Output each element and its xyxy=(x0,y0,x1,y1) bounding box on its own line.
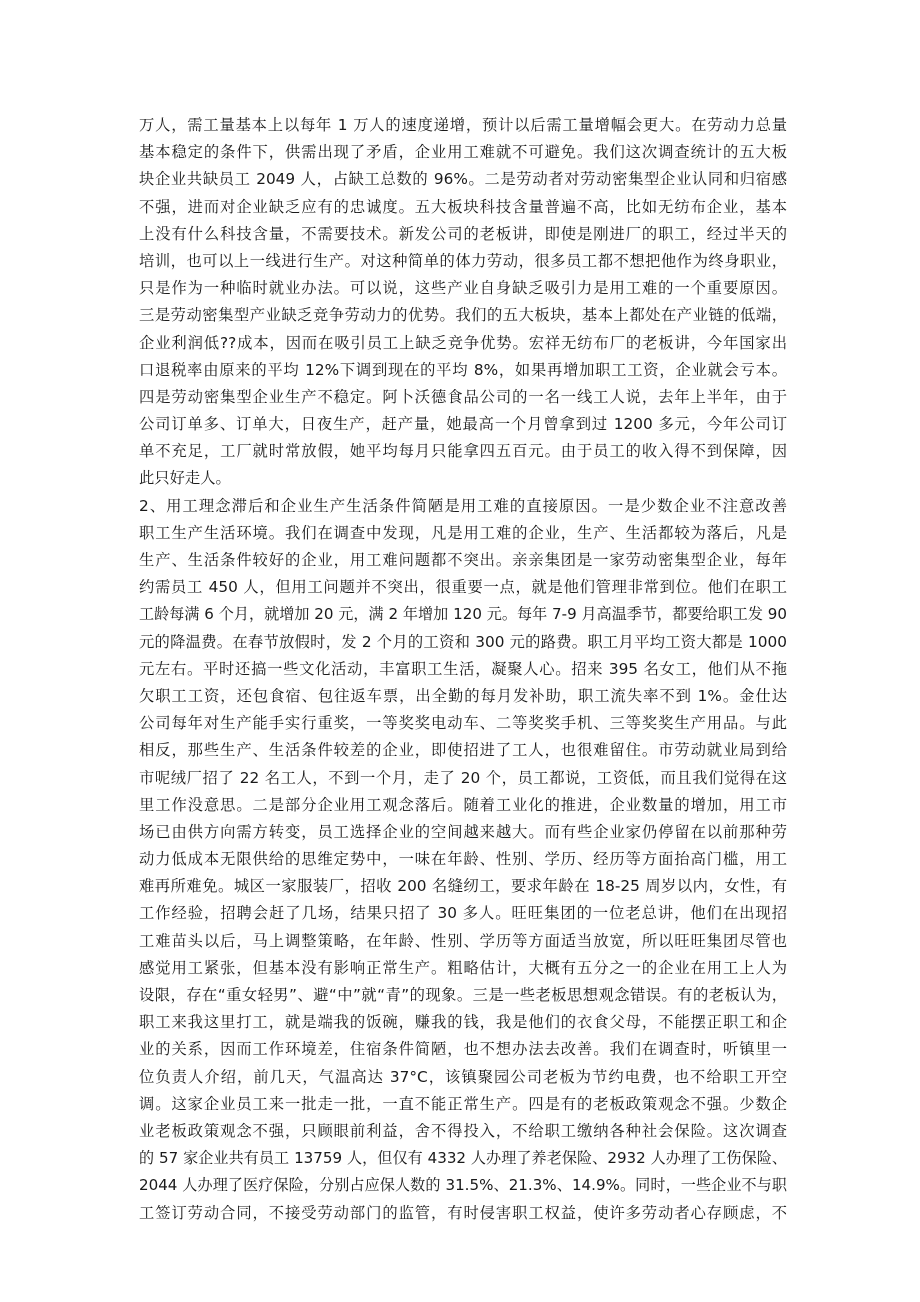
text-line-35: 业的关系，因而工作环境差，住宿条件简陋，也不想办法去改善。我们在调查时，听镇里一 xyxy=(139,1040,787,1059)
text-line-3: 块企业共缺员工 2049 人，占缺工总数的 96%。二是劳动者对劳动密集型企业认同和归宿感 xyxy=(139,170,787,189)
text-line-17: 生产、生活条件较好的企业，用工难问题都不突出。亲亲集团是一家劳动密集型企业，每年 xyxy=(139,551,787,569)
text-line-37: 调。这家企业员工来一批走一批，一直不能正常生产。四是有的老板政策观念不强。少数企 xyxy=(139,1094,787,1113)
text-line-22: 欠职工工资，还包食宿、包往返车票，出全勤的每月发补助，职工流失率不到 1%。金仕达 xyxy=(139,686,787,705)
text-line-10: 口退税率由原来的平均 12%下调到现在的平均 8%，如果再增加职工工资，企业就会亏本。 xyxy=(139,360,787,379)
text-line-25: 市呢绒厂招了 22 名工人，不到一个月，走了 20 个，员工都说，工资低，而且我们觉得在这 xyxy=(139,768,787,787)
text-line-23: 公司每年对生产能手实行重奖，一等奖奖电动车、二等奖奖手机、三等奖奖生产用品。与此 xyxy=(139,714,787,733)
text-line-16: 职工生产生活环境。我们在调查中发现，凡是用工难的企业，生产、生活都较为落后，凡是 xyxy=(139,523,787,542)
text-line-24: 相反，那些生产、生活条件较差的企业，即使招进了工人，也很难留住。市劳动就业局到给 xyxy=(139,741,787,760)
text-line-7: 只是作为一种临时就业办法。可以说，这些产业自身缺乏吸引力是用工难的一个重要原因。 xyxy=(139,279,787,298)
text-line-6: 培训，也可以上一线进行生产。对这种简单的体力劳动，很多员工都不想把他作为终身职业， xyxy=(139,251,787,270)
text-line-29: 难再所难免。城区一家服装厂，招收 200 名缝纫工，要求年龄在 18-25 周岁以内，女性，有 xyxy=(139,877,787,896)
text-line-26: 里工作没意思。二是部分企业用工观念落后。随着工业化的推进，企业数量的增加，用工市 xyxy=(139,795,787,814)
text-line-31: 工难苗头以后，马上调整策略，在年龄、性别、学历等方面适当放宽，所以旺旺集团尽管也 xyxy=(139,931,787,950)
text-line-34: 职工来我这里打工，就是端我的饭碗，赚我的钱，我是他们的衣食父母，不能摆正职工和企 xyxy=(139,1013,787,1032)
text-line-41: 工签订劳动合同，不接受劳动部门的监管，有时侵害职工权益，使许多劳动者心存顾虑，不 xyxy=(139,1203,787,1222)
text-line-38: 业老板政策观念不强，只顾眼前利益，舍不得投入，不给职工缴纳各种社会保险。这次调查 xyxy=(139,1121,787,1140)
text-line-13: 单不充足，工厂就时常放假，她平均每月只能拿四五百元。由于员工的收入得不到保障，因 xyxy=(139,442,787,461)
text-line-39: 的 57 家企业共有员工 13759 人，但仅有 4332 人办理了养老保险、2932 人办理了工伤保险、 xyxy=(139,1149,787,1168)
text-line-21: 元左右。平时还搞一些文化活动，丰富职工生活，凝聚人心。招来 395 名女工，他们从不拖 xyxy=(139,659,787,678)
text-line-12: 公司订单多、订单大，日夜生产，赶产量，她最高一个月曾拿到过 1200 多元，今年公司订 xyxy=(139,415,787,434)
text-line-15: 2、用工理念滞后和企业生产生活条件简陋是用工难的直接原因。一是少数企业不注意改善 xyxy=(139,496,787,515)
text-line-27: 场已由供方向需方转变，员工选择企业的空间越来越大。而有些企业家仍停留在以前那种劳 xyxy=(139,822,787,841)
text-line-8: 三是劳动密集型产业缺乏竞争劳动力的优势。我们的五大板块，基本上都处在产业链的低端， xyxy=(139,306,787,325)
text-line-40: 2044 人办理了医疗保险，分别占应保人数的 31.5%、21.3%、14.9%。同时，一些企业不与职 xyxy=(139,1176,787,1195)
text-line-28: 动力低成本无限供给的思维定势中，一味在年龄、性别、学历、经历等方面抬高门槛，用工 xyxy=(139,850,787,869)
text-line-32: 感觉用工紧张，但基本没有影响正常生产。粗略估计，大概有五分之一的企业在用工上人为 xyxy=(139,958,787,977)
text-line-20: 元的降温费。在春节放假时，发 2 个月的工资和 300 元的路费。职工月平均工资大都是 1000 xyxy=(139,632,787,651)
text-line-1: 万人，需工量基本上以每年 1 万人的速度递增，预计以后需工量增幅会更大。在劳动力总量 xyxy=(139,116,787,134)
text-line-4: 不强，进而对企业缺乏应有的忠诚度。五大板块科技含量普遍不高，比如无纺布企业，基本 xyxy=(139,197,787,216)
text-line-2: 基本稳定的条件下，供需出现了矛盾，企业用工难就不可避免。我们这次调查统计的五大板 xyxy=(139,143,787,162)
text-line-11: 四是劳动密集型企业生产不稳定。阿卜沃德食品公司的一名一线工人说，去年上半年，由于 xyxy=(139,387,787,406)
text-line-9: 企业利润低??成本，因而在吸引员工上缺乏竞争优势。宏祥无纺布厂的老板讲，今年国家出 xyxy=(139,333,787,352)
text-line-19: 工龄每满 6 个月，就增加 20 元，满 2 年增加 120 元。每年 7-9 月高温季节，都要给职工发 90 xyxy=(139,605,787,624)
text-line-33: 设限，存在“重女轻男”、避“中”就“青”的现象。三是一些老板思想观念错误。有的老板认为， xyxy=(139,986,787,1004)
text-line-5: 上没有什么科技含量，不需要技术。新发公司的老板讲，即使是刚进厂的职工，经过半天的 xyxy=(139,224,787,243)
text-line-36: 位负责人介绍，前几天，气温高达 37°C，该镇聚园公司老板为节约电费，也不给职工开空 xyxy=(139,1067,787,1086)
document-body xyxy=(139,112,787,1227)
text-line-14: 此只好走人。 xyxy=(139,469,231,488)
text-line-30: 工作经验，招聘会赶了几场，结果只招了 30 多人。旺旺集团的一位老总讲，他们在出现招 xyxy=(139,904,787,923)
text-line-18: 约需员工 450 人，但用工问题并不突出，很重要一点，就是他们管理非常到位。他们在职工 xyxy=(139,578,787,597)
